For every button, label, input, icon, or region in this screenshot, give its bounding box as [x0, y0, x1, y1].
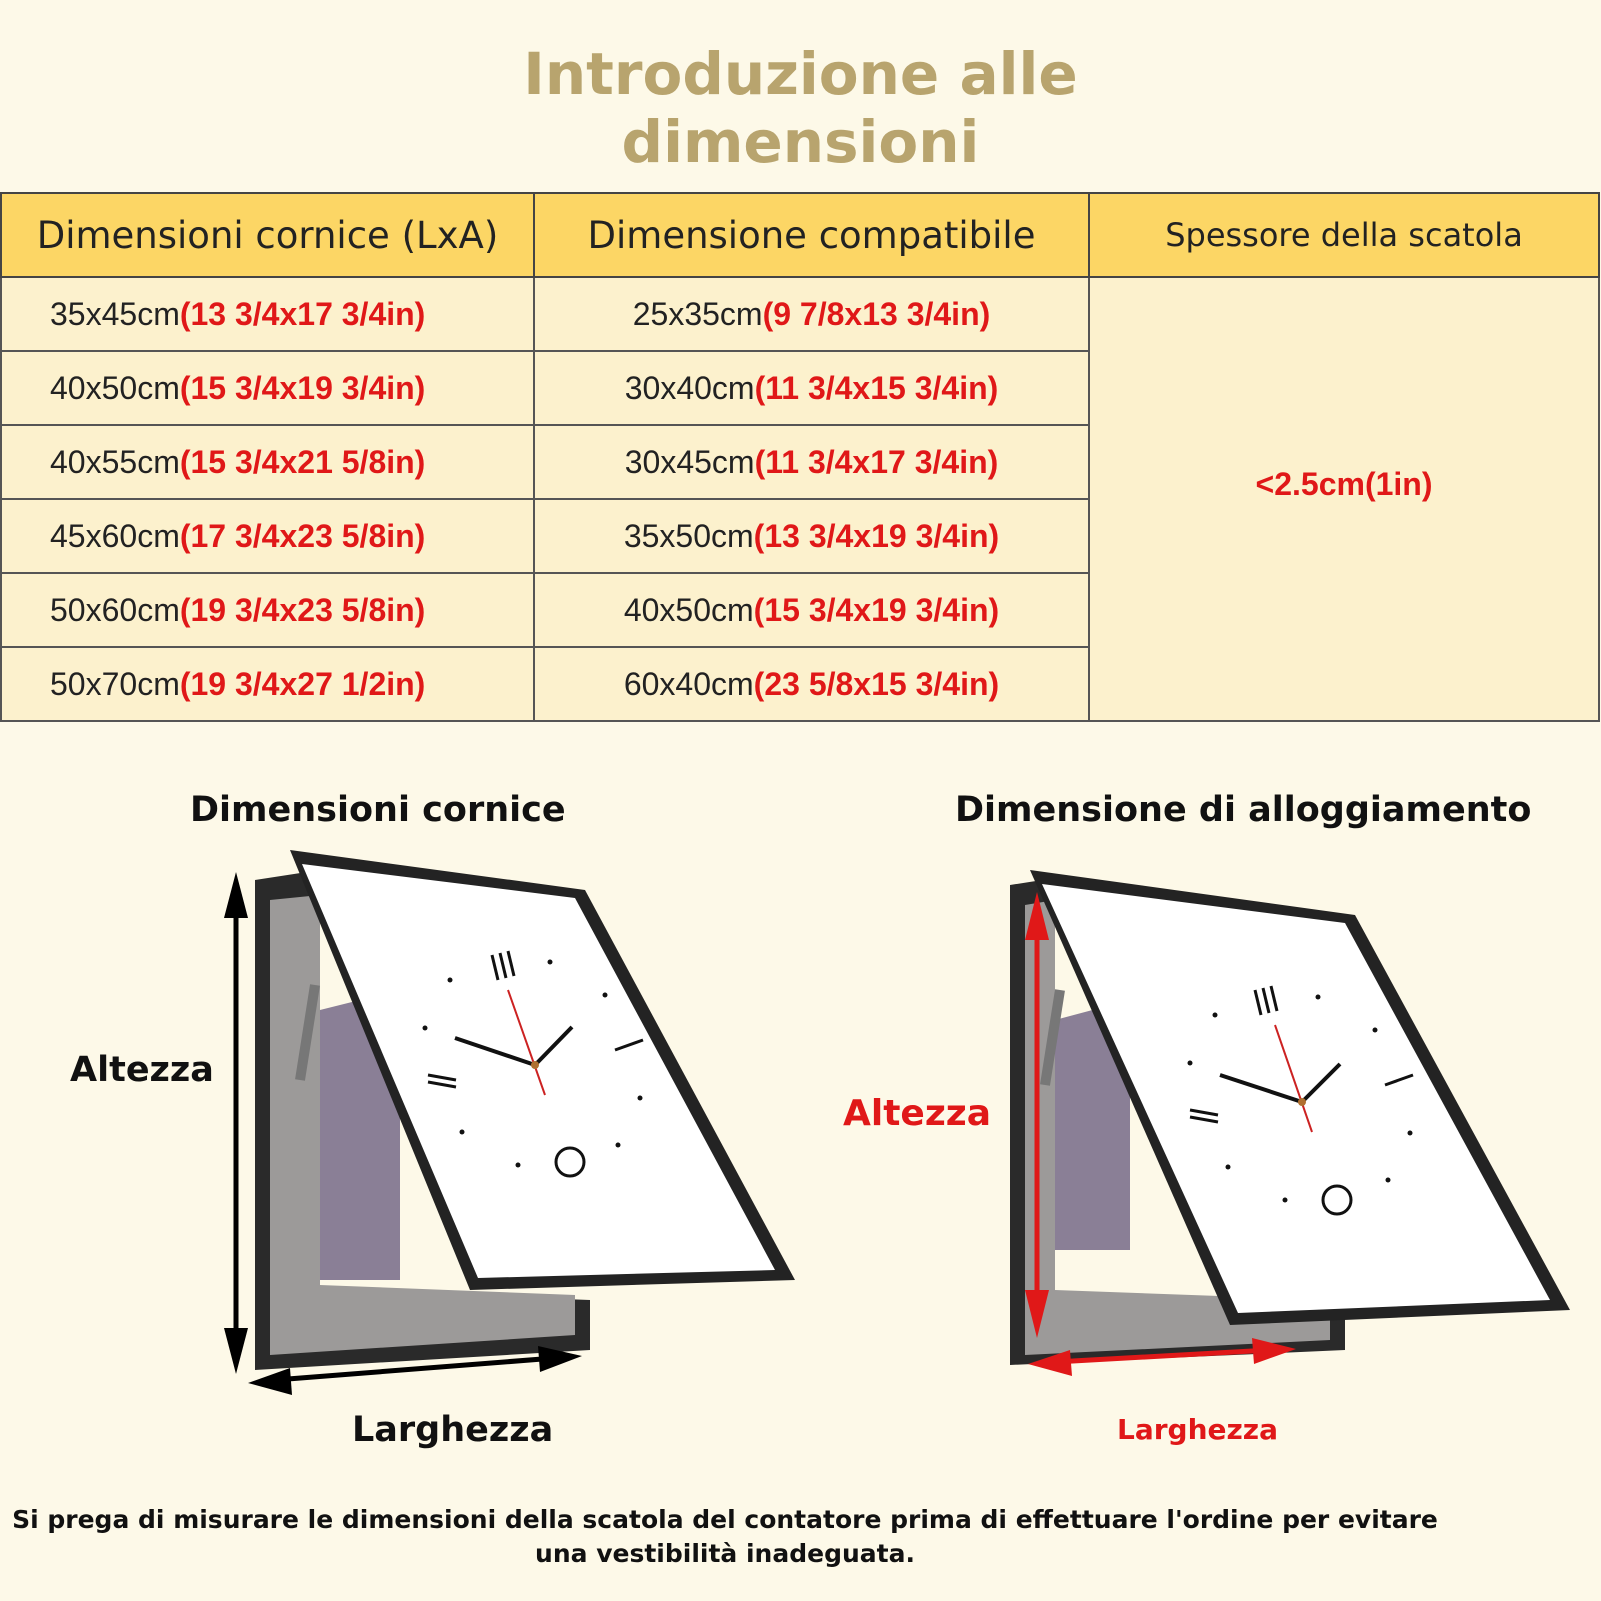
compatible-size-cm: 30x40cm: [624, 369, 755, 406]
housing-size-illustration: [1000, 870, 1580, 1430]
table-header-row: [1, 193, 1599, 277]
compatible-size-cell: [534, 499, 1089, 573]
left-height-label: Altezza: [70, 1050, 214, 1090]
compatible-size-in: (11 3/4x15 3/4in): [754, 369, 999, 406]
compatible-size-in: (15 3/4x19 3/4in): [753, 591, 1000, 628]
box-thickness-value: <2.5cm(1in): [1255, 465, 1433, 502]
frame-size-illustration: [220, 850, 830, 1450]
frame-size-in: (19 3/4x27 1/2in): [179, 665, 426, 702]
frame-size-in: (15 3/4x21 5/8in): [179, 443, 426, 480]
frame-size-in: (19 3/4x23 5/8in): [179, 591, 426, 628]
box-thickness-cell: [1089, 277, 1599, 721]
compatible-size-cm: 40x50cm: [623, 591, 754, 628]
size-table: [0, 192, 1600, 722]
compatible-size-cell: [534, 351, 1089, 425]
compatible-size-in: (9 7/8x13 3/4in): [762, 295, 991, 332]
left-width-label: Larghezza: [352, 1410, 554, 1450]
measurement-note: Si prega di misurare le dimensioni della scatola del contatore prima di effettuare l'ordine per evitare una vestibilità inadeguata.: [12, 1505, 1438, 1568]
compatible-size-in: (23 5/8x15 3/4in): [753, 665, 1000, 702]
frame-size-cm: 50x60cm: [50, 591, 180, 628]
frame-size-cm: 50x70cm: [50, 665, 180, 702]
title-line-1: Introduzione alle: [523, 40, 1078, 108]
height-arrow: [224, 872, 248, 1374]
left-diagram-heading: Dimensioni cornice: [190, 790, 566, 830]
compatible-size-cm: 35x50cm: [623, 517, 754, 554]
compatible-size-cm: 60x40cm: [623, 665, 754, 702]
right-height-label: Altezza: [843, 1093, 992, 1134]
frame-size-cell: [1, 647, 534, 721]
compatible-size-cell: [534, 277, 1089, 351]
table-row: [1, 277, 1599, 351]
frame-size-cell: [1, 351, 534, 425]
compatible-size-cell: [534, 647, 1089, 721]
frame-size-cell: [1, 499, 534, 573]
frame-size-in: (13 3/4x17 3/4in): [179, 295, 426, 332]
right-width-label: Larghezza: [1117, 1413, 1278, 1446]
header-compatible-size: Dimensione compatibile: [534, 193, 1089, 277]
frame-size-in: (15 3/4x19 3/4in): [179, 369, 426, 406]
compatible-size-in: (11 3/4x17 3/4in): [754, 443, 999, 480]
compatible-size-in: (13 3/4x19 3/4in): [753, 517, 1000, 554]
title-line-2: dimensioni: [621, 108, 980, 176]
frame-size-cell: [1, 277, 534, 351]
frame-size-cm: 40x55cm: [50, 443, 180, 480]
frame-size-cell: [1, 425, 534, 499]
compatible-size-cell: [534, 573, 1089, 647]
frame-size-cm: 40x50cm: [50, 369, 180, 406]
compatible-size-cm: 25x35cm: [632, 295, 763, 332]
right-diagram-heading: Dimensione di alloggiamento: [955, 790, 1532, 830]
compatible-size-cm: 30x45cm: [624, 443, 755, 480]
frame-size-in: (17 3/4x23 5/8in): [179, 517, 426, 554]
page-title: [0, 40, 1601, 176]
frame-size-cm: 35x45cm: [50, 295, 180, 332]
frame-size-cell: [1, 573, 534, 647]
frame-size-cm: 45x60cm: [50, 517, 180, 554]
header-frame-size: Dimensioni cornice (LxA): [1, 193, 534, 277]
compatible-size-cell: [534, 425, 1089, 499]
header-box-thickness: Spessore della scatola: [1089, 193, 1599, 277]
